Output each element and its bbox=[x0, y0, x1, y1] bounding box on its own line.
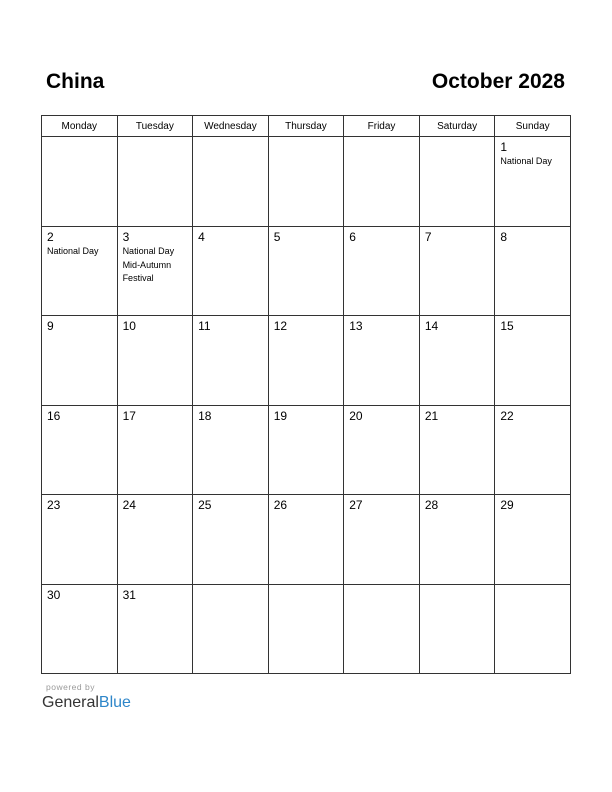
day-number: 3 bbox=[122, 229, 130, 244]
day-cell bbox=[42, 584, 118, 674]
day-cell bbox=[344, 495, 420, 585]
day-cell bbox=[419, 495, 495, 585]
day-number: 21 bbox=[424, 408, 439, 423]
day-cell bbox=[117, 495, 193, 585]
day-cell bbox=[495, 584, 571, 674]
holiday-label: Mid-Autumn Festival bbox=[122, 259, 172, 283]
day-cell bbox=[268, 495, 344, 585]
day-cell bbox=[344, 316, 420, 406]
day-cell bbox=[419, 137, 495, 227]
day-number: 26 bbox=[273, 498, 288, 512]
day-number: 13 bbox=[349, 319, 363, 333]
day-number: 4 bbox=[198, 229, 205, 244]
day-cell bbox=[117, 316, 193, 406]
weekday-header: Saturday bbox=[419, 116, 495, 137]
day-number: 2 bbox=[47, 229, 54, 244]
week-row bbox=[42, 226, 571, 316]
day-cell bbox=[495, 137, 571, 227]
day-number: 9 bbox=[47, 319, 54, 333]
day-number: 12 bbox=[273, 319, 288, 333]
weekday-header: Friday bbox=[344, 116, 420, 137]
day-number: 7 bbox=[424, 229, 432, 244]
calendar-grid bbox=[41, 115, 571, 674]
day-number: 11 bbox=[198, 319, 211, 333]
month-year-title: October 2028 bbox=[431, 70, 565, 93]
day-cell bbox=[268, 137, 344, 227]
day-number: 19 bbox=[273, 408, 288, 423]
country-title: China bbox=[46, 70, 105, 93]
day-number: 17 bbox=[122, 408, 136, 423]
day-number: 31 bbox=[122, 587, 136, 602]
day-cell bbox=[42, 226, 118, 316]
weekday-header: Sunday bbox=[495, 116, 571, 137]
day-cell bbox=[42, 316, 118, 406]
weekday-header: Thursday bbox=[268, 116, 344, 137]
week-row bbox=[42, 495, 571, 585]
generalblue-logo[interactable] bbox=[42, 694, 131, 712]
day-cell bbox=[419, 405, 495, 495]
day-cell bbox=[344, 584, 420, 674]
day-number: 10 bbox=[122, 319, 136, 333]
day-number: 18 bbox=[198, 408, 212, 423]
day-cell bbox=[117, 405, 193, 495]
day-number: 28 bbox=[424, 498, 439, 512]
day-cell bbox=[268, 226, 344, 316]
day-cell bbox=[117, 226, 193, 316]
day-number: 27 bbox=[349, 498, 363, 512]
week-row bbox=[42, 584, 571, 674]
day-cell bbox=[495, 226, 571, 316]
day-cell bbox=[193, 495, 269, 585]
day-number: 29 bbox=[500, 498, 514, 512]
day-number: 15 bbox=[500, 319, 514, 333]
day-number: 16 bbox=[47, 408, 61, 423]
day-cell bbox=[419, 584, 495, 674]
day-cell bbox=[42, 495, 118, 585]
week-row bbox=[42, 137, 571, 227]
day-number: 30 bbox=[47, 587, 61, 602]
day-cell bbox=[419, 316, 495, 406]
weekday-header-row bbox=[42, 116, 571, 137]
day-cell bbox=[193, 226, 269, 316]
weekday-header: Monday bbox=[42, 116, 118, 137]
day-number: 23 bbox=[47, 498, 61, 512]
brand-blue-text: Blue bbox=[98, 694, 131, 711]
day-cell bbox=[193, 405, 269, 495]
brand-general-text: General bbox=[42, 694, 99, 711]
day-cell bbox=[268, 405, 344, 495]
day-cell bbox=[495, 316, 571, 406]
day-number: 5 bbox=[273, 229, 281, 244]
day-number: 20 bbox=[349, 408, 363, 423]
day-cell bbox=[495, 495, 571, 585]
day-cell bbox=[344, 405, 420, 495]
day-cell bbox=[419, 226, 495, 316]
day-cell bbox=[268, 316, 344, 406]
day-number: 1 bbox=[500, 140, 508, 154]
week-row bbox=[42, 316, 571, 406]
day-number: 25 bbox=[198, 498, 212, 512]
holiday-label: National Day bbox=[500, 156, 552, 166]
day-cell bbox=[117, 137, 193, 227]
weekday-header: Wednesday bbox=[193, 116, 269, 137]
holiday-label: National Day bbox=[47, 245, 99, 256]
day-cell bbox=[117, 584, 193, 674]
day-cell bbox=[344, 226, 420, 316]
day-cell bbox=[42, 137, 118, 227]
powered-by-label: powered by bbox=[46, 682, 95, 692]
day-cell bbox=[193, 584, 269, 674]
day-cell bbox=[42, 405, 118, 495]
day-cell bbox=[495, 405, 571, 495]
weekday-header: Tuesday bbox=[117, 116, 193, 137]
week-row bbox=[42, 405, 571, 495]
day-number: 8 bbox=[500, 229, 508, 244]
day-number: 24 bbox=[122, 498, 136, 512]
day-number: 22 bbox=[500, 408, 514, 423]
day-cell bbox=[344, 137, 420, 227]
day-number: 14 bbox=[424, 319, 439, 333]
day-number: 6 bbox=[349, 229, 356, 244]
day-cell bbox=[193, 137, 269, 227]
day-cell bbox=[268, 584, 344, 674]
holiday-label: National Day bbox=[122, 245, 175, 256]
day-cell bbox=[193, 316, 269, 406]
